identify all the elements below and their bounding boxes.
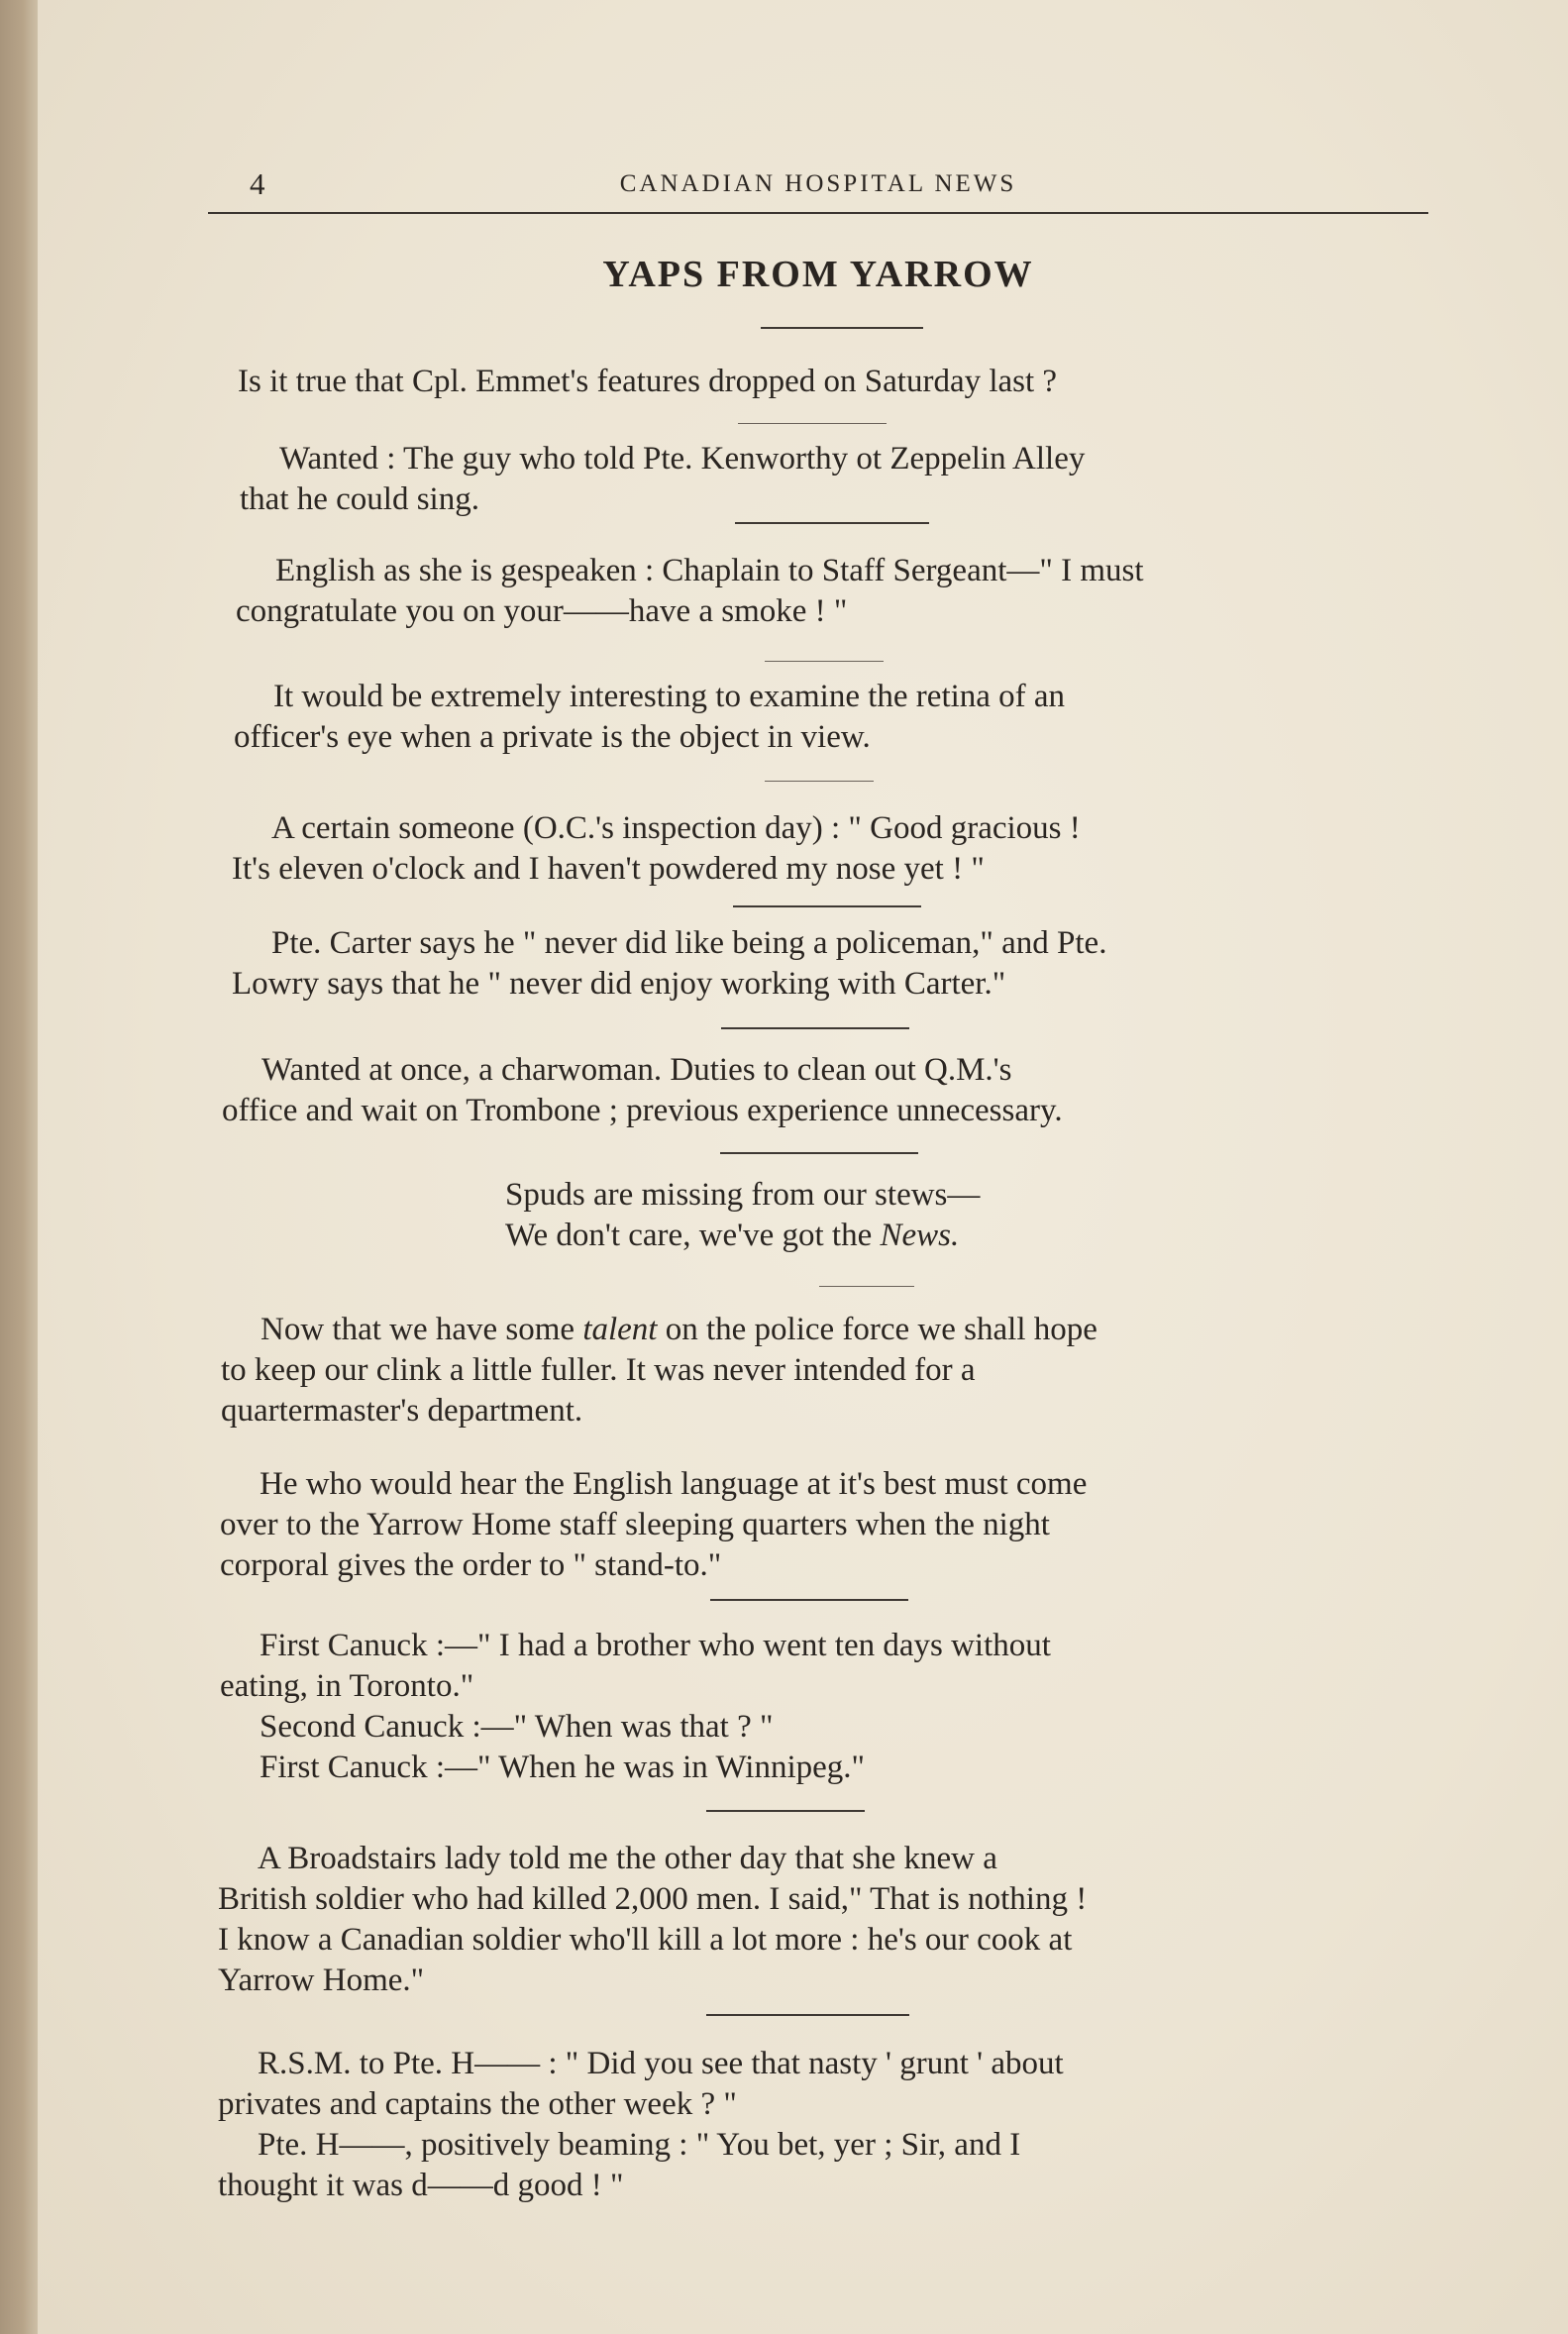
text-line: First Canuck :—" When he was in Winnipeg." xyxy=(260,1750,865,1785)
divider xyxy=(735,522,929,524)
text-line: over to the Yarrow Home staff sleeping quarters when the night xyxy=(220,1507,1050,1542)
divider xyxy=(765,661,884,662)
text-line: Second Canuck :—" When was that ? " xyxy=(260,1709,774,1745)
verse-text: We don't care, we've got the xyxy=(505,1218,881,1253)
text-line: thought it was d——d good ! " xyxy=(218,2168,624,2203)
divider xyxy=(819,1286,914,1287)
text-line: British soldier who had killed 2,000 men. I said," That is nothing ! xyxy=(218,1881,1088,1917)
paragraph-chaplain xyxy=(236,551,1429,632)
paragraph-kenworthy xyxy=(240,439,1428,520)
divider xyxy=(738,423,887,424)
text-line: Wanted at once, a charwoman. Duties to clean out Q.M.'s xyxy=(261,1052,1012,1088)
book-binding-edge xyxy=(0,0,38,2334)
text-line: privates and captains the other week ? " xyxy=(218,2086,737,2122)
text-line: to keep our clink a little fuller. It was never intended for a xyxy=(221,1352,976,1388)
text-line: that he could sing. xyxy=(240,481,479,517)
divider xyxy=(710,1599,908,1601)
text-line: First Canuck :—" I had a brother who went ten days without xyxy=(260,1628,1051,1663)
text-line: Pte. H——, positively beaming : " You bet, yer ; Sir, and I xyxy=(258,2127,1021,2163)
text-line: congratulate you on your——have a smoke ! " xyxy=(236,593,848,629)
text-line: It's eleven o'clock and I haven't powdered my nose yet ! " xyxy=(232,851,985,887)
divider xyxy=(706,1810,865,1812)
text-line: Pte. Carter says he " never did like being a policeman," and Pte. xyxy=(271,925,1107,961)
paragraph-english xyxy=(220,1464,1416,1586)
divider xyxy=(765,781,874,782)
text-line: English as she is gespeaken : Chaplain to Staff Sergeant—" I must xyxy=(275,553,1144,588)
verse xyxy=(505,1175,980,1256)
paragraph-emmet xyxy=(238,362,1421,402)
verse-italic: News. xyxy=(880,1218,960,1253)
text-line: Lowry says that he " never did enjoy working with Carter." xyxy=(232,966,1006,1002)
divider xyxy=(720,1152,918,1154)
text-line: Is it true that Cpl. Emmet's features dropped on Saturday last ? xyxy=(238,364,1058,399)
text-span: on the police force we shall hope xyxy=(657,1312,1098,1347)
text-line: R.S.M. to Pte. H—— : " Did you see that nasty ' grunt ' about xyxy=(258,2046,1064,2081)
text-line: corporal gives the order to " stand-to." xyxy=(220,1547,722,1583)
text-line xyxy=(221,1310,1416,1350)
text-line: office and wait on Trombone ; previous experience unnecessary. xyxy=(222,1093,1063,1128)
paragraph-talent xyxy=(221,1310,1416,1432)
text-line: quartermaster's department. xyxy=(221,1393,583,1429)
divider xyxy=(721,1027,909,1029)
divider xyxy=(761,327,923,329)
paragraph-powder xyxy=(232,808,1427,890)
text-line: He who would hear the English language at it's best must come xyxy=(260,1466,1088,1502)
text-line: I know a Canadian soldier who'll kill a lot more : he's our cook at xyxy=(218,1922,1073,1958)
page-header xyxy=(208,166,1428,214)
paragraph-canuck xyxy=(220,1626,1416,1788)
running-title: CANADIAN HOSPITAL NEWS xyxy=(619,170,1017,197)
divider xyxy=(706,2014,909,2016)
verse-line xyxy=(505,1216,980,1256)
text-line: It would be extremely interesting to examine the retina of an xyxy=(273,679,1066,714)
verse-line: Spuds are missing from our stews— xyxy=(505,1177,981,1213)
paragraph-retina xyxy=(234,677,1429,758)
text-span: Now that we have some xyxy=(261,1312,583,1347)
page-number: 4 xyxy=(250,166,265,201)
paragraph-carter xyxy=(232,923,1427,1005)
article-title: YAPS FROM YARROW xyxy=(602,254,1034,295)
paragraph-charwoman xyxy=(222,1050,1425,1131)
paragraph-rsm xyxy=(218,2044,1416,2206)
text-line: A Broadstairs lady told me the other day that she knew a xyxy=(258,1841,997,1876)
italic-text: talent xyxy=(582,1312,658,1347)
text-line: officer's eye when a private is the object in view. xyxy=(234,719,871,755)
text-line: Wanted : The guy who told Pte. Kenworthy ot Zeppelin Alley xyxy=(279,441,1086,477)
text-line: Yarrow Home." xyxy=(218,1963,425,1998)
paragraph-broadstairs xyxy=(218,1839,1416,2001)
text-line: A certain someone (O.C.'s inspection day) : " Good gracious ! xyxy=(271,810,1081,846)
text-line: eating, in Toronto." xyxy=(220,1668,474,1704)
divider xyxy=(733,905,921,907)
